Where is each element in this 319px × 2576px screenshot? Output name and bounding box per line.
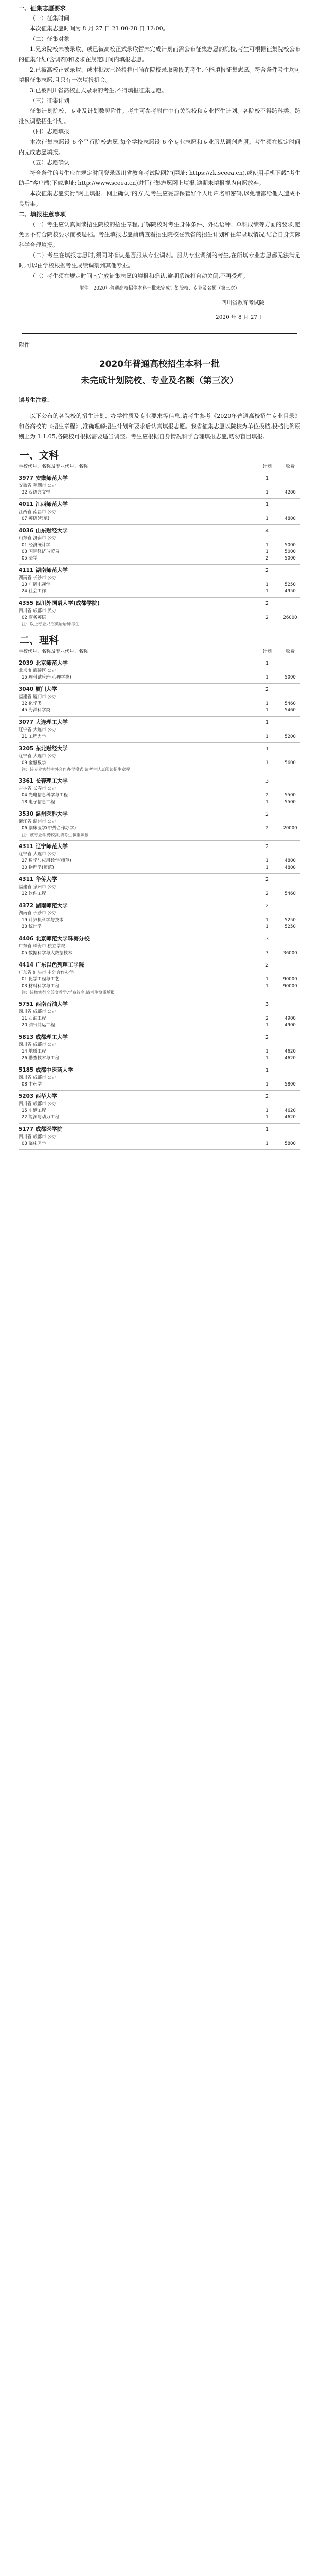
major-plan: 1	[265, 516, 269, 521]
major-name: 27 数学与应用数学(师范)	[22, 858, 72, 863]
paragraph: （三）考生须在规定时间内完成征集志愿的填报和确认,逾期系统将自动关闭,不再受理。	[30, 273, 249, 279]
university-name: 4372 湖南师范大学	[19, 903, 68, 909]
university-meta: 江西省 南昌市 公办	[19, 510, 57, 515]
note-heading: 请考生注意：	[19, 397, 52, 403]
university-block	[19, 841, 300, 874]
university-plan: 1	[265, 1067, 269, 1073]
university-name: 3205 东北财经大学	[19, 745, 68, 752]
university-plan: 4	[265, 528, 269, 534]
major-plan: 1	[265, 589, 269, 594]
section-heading: 一、征集志愿要求	[19, 5, 66, 12]
major-row	[19, 1114, 300, 1121]
university-meta: 四川省 成都市 民办	[19, 608, 57, 614]
paragraph: （二）考生在填报志愿时,须同时确认是否服从专业调剂。服从专业调剂的考生,在所填专业志愿都无法满足时,可以由学校根据考生成绩调剂到其他专业。	[19, 252, 300, 269]
notice-column	[0, 0, 319, 281]
major-plan: 2	[265, 556, 269, 561]
university-name: 4011 江西师范大学	[19, 501, 68, 507]
paragraph: 本次征集志愿时间为 8 月 27 日 21:00-28 日 12:00。	[30, 25, 169, 32]
major-plan: 1	[265, 708, 269, 713]
university-plan: 1	[265, 720, 269, 725]
university-block	[19, 874, 300, 900]
major-name: 30 物理学(师范)	[22, 865, 54, 870]
major-fee: 4900	[285, 1016, 296, 1021]
university-block	[19, 959, 300, 998]
major-fee: 5460	[285, 701, 296, 706]
major-fee: 5500	[285, 800, 296, 805]
major-name: 12 软件工程	[22, 891, 46, 896]
major-plan: 1	[265, 1141, 269, 1146]
major-fee: 4800	[285, 865, 296, 870]
major-name: 07 英语(师范)	[22, 516, 50, 521]
major-fee: 5200	[285, 734, 296, 739]
major-row	[19, 792, 300, 799]
major-fee: 4620	[285, 1108, 296, 1113]
university-name: 3977 安徽师范大学	[19, 475, 68, 481]
major-name: 45 海洋科学类	[22, 708, 51, 713]
major-plan: 1	[265, 549, 269, 554]
major-name: 05 法学	[22, 556, 38, 561]
major-name: 20 油气储运工程	[22, 1023, 55, 1028]
university-plan: 1	[265, 746, 269, 752]
signature-org: 四川省教育考试院	[221, 299, 264, 306]
major-plan: 1	[265, 918, 269, 923]
major-name: 26 勘查技术与工程	[22, 1056, 60, 1061]
university-meta: 浙江省 温州市 公办	[19, 819, 57, 824]
university-plan: 2	[265, 844, 269, 850]
major-fee: 5000	[285, 556, 296, 561]
university-remark: 注：该专业学费较高,请考生慎重填报	[22, 833, 89, 837]
major-fee: 5600	[285, 760, 296, 766]
major-row	[19, 588, 300, 595]
major-name: 32 汉语言文学	[22, 490, 51, 495]
major-row	[19, 1022, 300, 1029]
university-remark: 注：以上专业只招英语语种考生	[22, 622, 79, 626]
university-block	[19, 1091, 300, 1124]
university-plan: 1	[265, 1127, 269, 1132]
university-row	[19, 842, 300, 851]
tables	[0, 442, 319, 1150]
university-block	[19, 472, 300, 499]
major-fee: 20000	[283, 826, 297, 831]
major-row	[19, 1015, 300, 1022]
university-block	[19, 775, 300, 808]
university-name: 4355 四川外国语大学(成都学院)	[19, 600, 100, 606]
major-name: 01 化学工程与工艺	[22, 977, 60, 982]
university-row	[19, 566, 300, 575]
university-row	[19, 777, 300, 786]
major-fee: 36000	[283, 951, 297, 956]
paragraph: （一）考生应认真阅读招生院校的招生章程,了解院校对考生身体条件、外语语种、单科成绩等方面的要求,避免因不符合院校要求而被退档。考生填报志愿前请查看招生院校在我省的招生计划和往年录取情况,结合自身实际科学合理填报。	[19, 221, 300, 248]
university-plan: 1	[265, 502, 269, 507]
university-meta: 四川省 成都市 公办	[19, 1134, 57, 1140]
major-name: 08 中药学	[22, 1082, 42, 1087]
major-row	[19, 924, 300, 930]
university-meta: 福建省 泉州市 公办	[19, 885, 57, 890]
university-name: 3077 大连理工大学	[19, 719, 68, 725]
major-plan: 2	[265, 615, 269, 620]
major-name: 09 金融数学	[22, 760, 46, 766]
major-fee: 5000	[285, 543, 296, 548]
university-meta: 湖南省 长沙市 公办	[19, 575, 57, 581]
header-name: 学校代号、名称及专业代号、名称	[19, 464, 88, 469]
university-block	[19, 717, 300, 743]
major-row	[19, 615, 300, 621]
major-row	[19, 799, 300, 806]
major-plan: 2	[265, 1016, 269, 1021]
university-name: 3361 长春理工大学	[19, 778, 68, 784]
university-plan: 3	[265, 1002, 269, 1007]
university-plan: 2	[265, 877, 269, 883]
major-plan: 1	[265, 543, 269, 548]
major-fee: 4620	[285, 1049, 296, 1054]
divider	[22, 333, 297, 334]
university-meta: 广东省 珠海市 独立学院	[19, 944, 65, 949]
major-row	[19, 734, 300, 740]
major-plan: 1	[265, 858, 269, 863]
major-name: 02 商务英语	[22, 615, 46, 620]
university-meta: 四川省 成都市 公办	[19, 1042, 57, 1047]
notice-footer	[0, 281, 319, 442]
major-name: 14 地质工程	[22, 1049, 46, 1054]
university-meta: 四川省 成都市 公办	[19, 1009, 57, 1014]
university-meta: 山东省 济南市 公办	[19, 536, 57, 541]
university-row	[19, 935, 300, 943]
university-name: 2039 北京师范大学	[19, 660, 68, 666]
subject-section-title: 一、文科	[19, 450, 300, 462]
major-plan: 2	[265, 826, 269, 831]
university-row	[19, 744, 300, 753]
attachment-title-1: 2020年普通高校招生本科一批	[99, 359, 220, 369]
major-fee: 5500	[285, 793, 296, 798]
major-fee: 90000	[283, 977, 297, 982]
major-fee: 4620	[285, 1115, 296, 1120]
university-name: 4111 湖南师范大学	[19, 567, 68, 573]
university-row	[19, 599, 300, 608]
major-row	[19, 917, 300, 924]
university-meta: 吉林省 长春市 公办	[19, 786, 57, 791]
major-plan: 1	[265, 984, 269, 989]
major-row	[19, 1081, 300, 1088]
header-plan: 计划	[262, 464, 272, 469]
major-name: 13 广播电视学	[22, 582, 51, 587]
university-name: 5185 成都中医药大学	[19, 1067, 74, 1073]
major-row	[19, 701, 300, 707]
university-name: 3040 厦门大学	[19, 686, 57, 692]
university-block	[19, 684, 300, 717]
major-fee: 90000	[283, 984, 297, 989]
major-plan: 1	[265, 924, 269, 929]
major-row	[19, 1141, 300, 1147]
university-row	[19, 1066, 300, 1075]
major-name: 21 工程力学	[22, 734, 46, 739]
major-row	[19, 976, 300, 983]
university-meta: 湖南省 长沙市 公办	[19, 911, 57, 916]
section-heading: 二、填报注意事项	[19, 211, 66, 218]
major-name: 24 社会工作	[22, 589, 46, 594]
major-name: 01 经济统计学	[22, 543, 51, 548]
major-row	[19, 858, 300, 865]
major-row	[19, 1048, 300, 1055]
major-name: 06 临床医学(中外合作办学)	[22, 826, 76, 831]
major-name: 15 车辆工程	[22, 1108, 46, 1113]
major-plan: 2	[265, 891, 269, 896]
university-name: 4311 华侨大学	[19, 876, 57, 883]
major-row	[19, 582, 300, 588]
attachment-title-2: 未完成计划院校、专业及名额（第三次）	[81, 376, 238, 386]
major-name: 32 化学类	[22, 701, 42, 706]
paragraph: 2.已被高校正式录取、或本批次已经投档但尚在院校录取阶段的考生,不能填报征集志愿。符合条件考生均可填报征集志愿,且只有一次填报机会。	[19, 66, 300, 83]
major-fee: 4900	[285, 1023, 296, 1028]
major-plan: 1	[265, 1108, 269, 1113]
major-fee: 5250	[285, 918, 296, 923]
university-remark: 注：该专业实行中外合作办学模式,请考生认真阅读招生章程	[22, 767, 130, 772]
university-row	[19, 659, 300, 668]
university-row	[19, 474, 300, 483]
university-meta: 广东省 汕头市 中外合作办学	[19, 970, 74, 975]
major-name: 19 计算机科学与技术	[22, 918, 64, 923]
major-fee: 5800	[285, 1082, 296, 1087]
signature-date: 2020 年 8 月 27 日	[216, 314, 264, 320]
university-plan: 2	[265, 811, 269, 817]
major-row	[19, 1055, 300, 1062]
subject-section-title: 二、理科	[19, 635, 300, 647]
major-fee: 5250	[285, 924, 296, 929]
university-meta: 福建省 厦门市 公办	[19, 694, 57, 700]
university-row	[19, 500, 300, 509]
university-name: 3530 温州医科大学	[19, 811, 68, 817]
subheading: （一）征集时间	[30, 15, 69, 22]
subheading: （三）征集计划	[30, 97, 69, 104]
major-plan: 1	[265, 582, 269, 587]
subheading: （五）志愿确认	[30, 159, 69, 166]
university-name: 5177 成都医学院	[19, 1126, 63, 1132]
university-block	[19, 1124, 300, 1150]
attachment-note: 附件：2020年普通高校招生本科一批未完成计划院校、专业及名额（第三次）	[79, 286, 240, 291]
major-row	[19, 865, 300, 871]
university-block	[19, 808, 300, 841]
university-meta: 辽宁省 大连市 公办	[19, 754, 57, 759]
major-plan: 1	[265, 1056, 269, 1061]
university-row	[19, 961, 300, 970]
university-block	[19, 1031, 300, 1064]
major-row	[19, 950, 300, 957]
university-meta: 四川省 成都市 公办	[19, 1101, 57, 1107]
university-block	[19, 900, 300, 933]
major-row	[19, 1108, 300, 1114]
header-fee: 收费	[285, 464, 295, 469]
university-remark: 注：该校实行全英文教学,学费较高,请考生慎重填报	[22, 990, 115, 995]
major-plan: 1	[265, 675, 269, 680]
university-block	[19, 499, 300, 525]
major-fee: 5000	[285, 549, 296, 554]
major-plan: 2	[265, 793, 269, 798]
paragraph: 1.兄弟院校未被录取、或已被高校正式录取暂未完成计划而需公布征集志愿的院校,考生可根据征集院校公布的征集计划(含调剂)和要求在规定时间内填报志愿。	[19, 46, 300, 63]
university-block	[19, 657, 300, 684]
university-meta: 辽宁省 大连市 公办	[19, 852, 57, 857]
major-name: 15 理科试验班(心理学类)	[22, 675, 72, 680]
university-plan: 2	[265, 962, 269, 968]
table-header	[19, 647, 300, 657]
university-row	[19, 527, 300, 535]
major-row	[19, 760, 300, 767]
header-name: 学校代号、名称及专业代号、名称	[19, 649, 88, 654]
major-name: 05 数据科学与大数据技术	[22, 951, 73, 956]
university-row	[19, 718, 300, 727]
major-fee: 4200	[285, 490, 296, 495]
major-name: 11 石油工程	[22, 1016, 46, 1021]
major-row	[19, 707, 300, 714]
major-row	[19, 674, 300, 681]
major-row	[19, 555, 300, 562]
university-name: 4414 广东以色列理工学院	[19, 962, 84, 968]
major-fee: 4800	[285, 516, 296, 521]
university-plan: 2	[265, 1035, 269, 1040]
major-row	[19, 542, 300, 549]
major-name: 04 光电信息科学与工程	[22, 793, 68, 798]
university-block	[19, 743, 300, 775]
major-plan: 1	[265, 490, 269, 495]
major-name: 03 材料科学与工程	[22, 984, 60, 989]
university-row	[19, 875, 300, 884]
university-block	[19, 598, 300, 630]
major-fee: 5000	[285, 675, 296, 680]
table-header	[19, 462, 300, 472]
major-name: 03 临床医学	[22, 1141, 46, 1146]
major-plan: 1	[265, 865, 269, 870]
major-row	[19, 983, 300, 990]
university-row	[19, 1125, 300, 1134]
university-row	[19, 1033, 300, 1042]
university-row	[19, 685, 300, 694]
major-fee: 4620	[285, 1056, 296, 1061]
university-block	[19, 565, 300, 598]
major-plan: 1	[265, 1049, 269, 1054]
university-plan: 1	[265, 476, 269, 481]
university-block	[19, 998, 300, 1031]
major-fee: 4950	[285, 589, 296, 594]
university-plan: 3	[265, 778, 269, 784]
university-block	[19, 1064, 300, 1091]
university-block	[19, 933, 300, 959]
university-plan: 1	[265, 660, 269, 666]
paragraph: 征集计划院校、专业及计划数见附件。考生可参考附件中有关院校和专业招生计划。各院校不得跨科类、跨批次调整招生计划。	[19, 108, 300, 125]
major-fee: 4800	[285, 858, 296, 863]
major-plan: 1	[265, 1115, 269, 1120]
page	[0, 0, 319, 1150]
university-row	[19, 810, 300, 819]
major-plan: 1	[265, 1023, 269, 1028]
university-plan: 2	[265, 1094, 269, 1099]
university-row	[19, 1092, 300, 1101]
paragraph: 符合条件的考生应在规定时间登录四川省教育考试院网站(网址: https://zk.sceea.cn),或使用手机下载"考生助手"客户端(下载地址: http://www.sceea.cn)进行征集志愿网上填报,逾期未填报视为自愿放弃。	[19, 170, 300, 187]
university-name: 5203 西华大学	[19, 1093, 57, 1099]
university-plan: 3	[265, 936, 269, 942]
major-plan: 1	[265, 701, 269, 706]
university-meta: 四川省 成都市 公办	[19, 1075, 57, 1080]
university-meta: 安徽省 芜湖市 公办	[19, 483, 57, 488]
major-plan: 1	[265, 760, 269, 766]
major-fee: 5460	[285, 891, 296, 896]
university-plan: 2	[265, 687, 269, 692]
university-name: 4311 辽宁师范大学	[19, 843, 68, 850]
university-plan: 2	[265, 903, 269, 909]
major-row	[19, 549, 300, 555]
major-name: 03 国际经济与贸易	[22, 549, 60, 554]
major-row	[19, 891, 300, 897]
university-name: 4036 山东财经大学	[19, 528, 68, 534]
university-plan: 2	[265, 568, 269, 573]
note-text: 以下公布的各院校的招生计划、办学性质及专业要求等信息,请考生参考《2020年普通高校招生专业目录》和各高校的《招生章程》,准确理解招生计划和要求后认真填报志愿。我省征集志愿以院校为单位投档,投档比例原则上为 1:1.05,各院校可根据需要适当调整。考生应根据自身情况科学合理填报志愿,切勿盲目填报。	[19, 413, 300, 440]
university-name: 5813 成都理工大学	[19, 1034, 68, 1040]
major-row	[19, 825, 300, 832]
university-meta: 辽宁省 大连市 公办	[19, 727, 57, 733]
major-fee: 5460	[285, 708, 296, 713]
major-fee: 5250	[285, 582, 296, 587]
major-row	[19, 489, 300, 496]
major-plan: 1	[265, 977, 269, 982]
university-row	[19, 902, 300, 910]
paragraph: 本次征集志愿设 6 个平行院校志愿,每个学校志愿设 6 个专业志愿和专业服从调剂选项。考生须在规定时间内完成志愿填报。	[19, 139, 300, 156]
major-plan: 1	[265, 800, 269, 805]
university-meta: 北京市 海淀区 公办	[19, 668, 57, 673]
major-plan: 1	[265, 734, 269, 739]
header-plan: 计划	[262, 649, 272, 654]
attachment-label: 附件	[19, 342, 30, 348]
major-name: 22 能源与动力工程	[22, 1115, 60, 1120]
major-name: 33 统计学	[22, 924, 42, 929]
major-plan: 1	[265, 1082, 269, 1087]
major-fee: 5800	[285, 1141, 296, 1146]
university-row	[19, 1000, 300, 1009]
major-fee: 26000	[283, 615, 297, 620]
university-name: 5751 西南石油大学	[19, 1001, 68, 1007]
paragraph: 本次征集志愿实行"网上填报、网上确认"的方式,考生应妥善保管好个人用户名和密码,以免泄露给他人造成不良后果。	[19, 190, 300, 207]
university-name: 4406 北京师范大学珠海分校	[19, 936, 90, 942]
subheading: （四）志愿填报	[30, 128, 69, 135]
major-plan: 3	[265, 951, 269, 956]
subheading: （二）征集对象	[30, 36, 69, 42]
university-block	[19, 525, 300, 565]
paragraph: 3.已被四川省高校正式录取的考生,不得填报征集志愿。	[30, 87, 167, 94]
university-plan: 2	[265, 601, 269, 606]
major-name: 18 电子信息工程	[22, 800, 55, 805]
header-fee: 收费	[285, 649, 295, 654]
major-row	[19, 516, 300, 522]
